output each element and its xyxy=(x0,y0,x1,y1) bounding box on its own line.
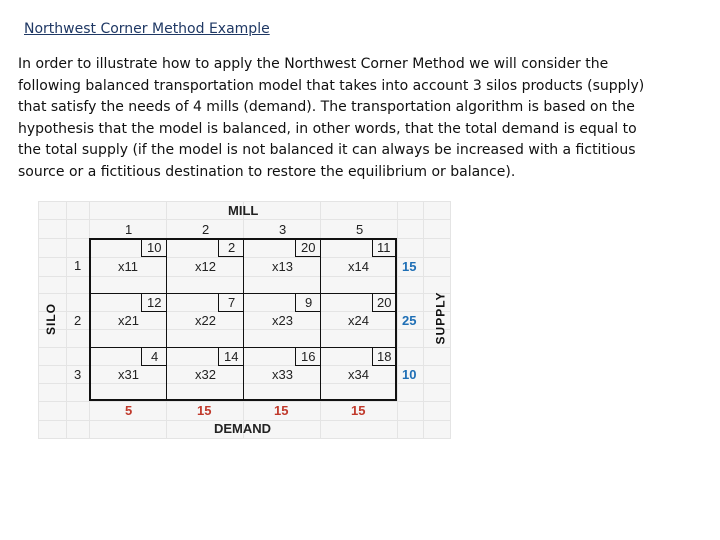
cost-value: 11 xyxy=(377,240,391,255)
gridline xyxy=(38,438,451,439)
gridline xyxy=(38,201,39,439)
paragraph-line: following balanced transportation model that takes into account 3 silos products (supply) xyxy=(18,77,645,94)
variable-label: x21 xyxy=(118,313,139,328)
cost-value: 18 xyxy=(377,349,392,364)
paragraph-line: In order to illustrate how to apply the Northwest Corner Method we will consider the xyxy=(18,56,609,72)
gridline xyxy=(397,201,398,439)
cost-value: 20 xyxy=(301,240,316,255)
demand-value: 15 xyxy=(351,403,366,418)
paragraph-line: that satisfy the needs of 4 mills (demand). The transportation algorithm is based on the xyxy=(18,99,635,115)
cost-value: 4 xyxy=(151,349,159,364)
variable-label: x14 xyxy=(348,259,369,274)
gridline xyxy=(450,201,451,439)
gridline xyxy=(66,201,67,439)
variable-label: x34 xyxy=(348,367,369,382)
gridline xyxy=(38,401,451,402)
cost-value: 12 xyxy=(147,295,162,310)
mill-number: 5 xyxy=(356,222,364,237)
variable-label: x33 xyxy=(272,367,293,382)
supply-value: 25 xyxy=(402,313,417,328)
gridline xyxy=(38,201,451,202)
gridline xyxy=(38,219,451,220)
cost-value: 7 xyxy=(228,295,236,310)
cost-value: 10 xyxy=(147,240,162,255)
paragraph-line: source or a fictitious destination to restore the equilibrium or balance). xyxy=(18,163,516,180)
gridline xyxy=(423,201,424,439)
cost-value: 16 xyxy=(301,349,316,364)
supply-value: 15 xyxy=(402,259,417,274)
paragraph-line: hypothesis that the model is balanced, in other words, that the total demand is equal to xyxy=(18,120,637,137)
cost-value: 20 xyxy=(377,295,392,310)
silo-label: SILO xyxy=(44,302,59,336)
variable-label: x12 xyxy=(195,259,216,274)
silo-number: 1 xyxy=(74,258,82,273)
variable-label: x32 xyxy=(195,367,216,382)
variable-label: x31 xyxy=(118,367,139,382)
mill-number: 1 xyxy=(125,222,133,237)
supply-label: SUPPLY xyxy=(433,291,448,345)
variable-label: x11 xyxy=(118,259,138,274)
supply-value: 10 xyxy=(402,367,417,382)
paragraph-line: the total supply (if the model is not balanced it can always be increased with a fictitious xyxy=(18,142,636,158)
demand-label: DEMAND xyxy=(214,421,272,436)
variable-label: x23 xyxy=(272,313,293,328)
mill-label: MILL xyxy=(228,203,259,218)
demand-value: 15 xyxy=(274,403,289,418)
variable-label: x22 xyxy=(195,313,216,328)
silo-number: 3 xyxy=(74,367,82,382)
variable-label: x13 xyxy=(272,259,293,274)
variable-label: x24 xyxy=(348,313,369,328)
mill-number: 3 xyxy=(279,222,287,237)
intro-paragraph xyxy=(18,54,704,183)
slide-title: Northwest Corner Method Example xyxy=(24,21,270,37)
mill-number: 2 xyxy=(202,222,210,237)
demand-value: 15 xyxy=(197,403,212,418)
cost-value: 2 xyxy=(228,240,236,255)
cost-value: 14 xyxy=(224,349,239,364)
cost-value: 9 xyxy=(305,295,313,310)
demand-value: 5 xyxy=(125,403,133,418)
silo-number: 2 xyxy=(74,313,82,328)
